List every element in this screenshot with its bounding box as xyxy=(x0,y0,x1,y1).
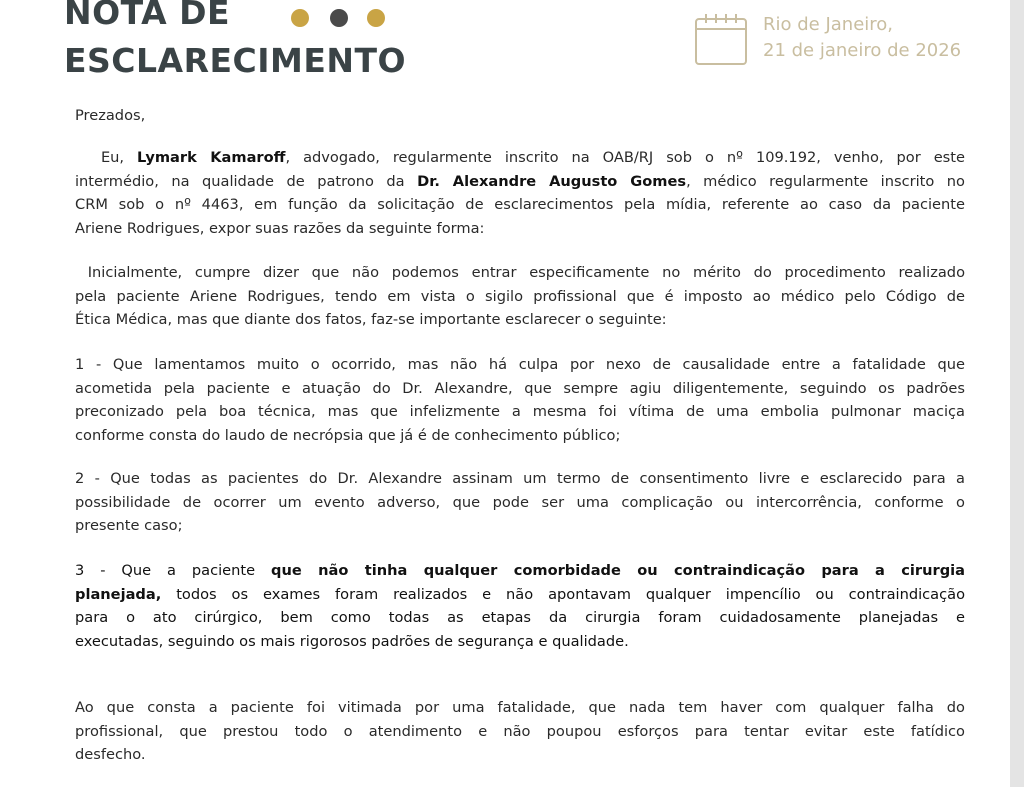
greeting-text: Prezados, xyxy=(75,107,146,124)
paragraph-5-line-1 xyxy=(75,559,965,583)
decorative-dot-dark xyxy=(330,9,348,27)
text-run: todos os exames foram realizados e não apontavam qualquer impencílio ou contraindicação xyxy=(161,585,965,603)
paragraph-1-line-4: Ariene Rodrigues, expor suas razões da seguinte forma: xyxy=(75,219,485,237)
emphasis-text: que não tinha qualquer comorbidade ou contraindicação para a cirurgia xyxy=(271,562,965,579)
paragraph-4-line-1: 2 - Que todas as pacientes do Dr. Alexandre assinam um termo de consentimento livre e esclarecido para a xyxy=(75,470,965,487)
lawyer-name: Lymark Kamaroff xyxy=(137,149,286,166)
paragraph-4-line-2: possibilidade de ocorrer um evento adverso, que pode ser uma complicação ou intercorrência, conforme o xyxy=(75,493,965,511)
paragraph-3-line-3: preconizado pela boa técnica, mas que infelizmente a mesma foi vítima de uma embolia pulmonar maciça xyxy=(75,403,965,420)
text-run: intermédio, na qualidade de patrono da xyxy=(75,172,418,190)
text-run: Inicialmente, cumpre dizer que não podemos entrar especificamente no mérito do procedimento realizado xyxy=(87,264,965,281)
paragraph-3-line-1: 1 - Que lamentamos muito o ocorrido, mas não há culpa por nexo de causalidade entre a fatalidade que xyxy=(75,356,965,373)
paragraph-6 xyxy=(75,696,965,767)
emphasis-text: planejada, xyxy=(75,585,162,603)
paragraph-5-line-2 xyxy=(75,583,965,607)
place-and-date xyxy=(763,12,961,64)
paragraph-4 xyxy=(75,467,965,538)
document-title-line-2: ESCLARECIMENTO xyxy=(64,41,407,80)
text-run: , médico regularmente inscrito no xyxy=(686,172,965,190)
paragraph-5-line-4: executadas, seguindo os mais rigorosos padrões de segurança e qualidade. xyxy=(75,632,629,650)
paragraph-5 xyxy=(75,559,965,653)
paragraph-1-line-1 xyxy=(75,146,965,170)
paragraph-4-line-3: presente caso; xyxy=(75,517,183,534)
paragraph-1 xyxy=(75,146,965,240)
text-run: Eu, xyxy=(100,149,138,166)
paragraph-5-line-3: para o ato cirúrgico, bem como todas as etapas da cirurgia foram cuidadosamente planejadas e xyxy=(75,609,965,626)
paragraph-1-line-3: CRM sob o nº 4463, em função da solicitação de esclarecimentos pela mídia, referente ao caso da paciente xyxy=(75,196,965,213)
place-text: Rio de Janeiro, xyxy=(763,14,894,35)
paragraph-3 xyxy=(75,353,965,447)
paragraph-1-line-2 xyxy=(75,170,965,194)
decorative-dot-gold xyxy=(291,9,309,27)
paragraph-2-line-3: Ética Médica, mas que diante dos fatos, faz-se importante esclarecer o seguinte: xyxy=(75,311,667,328)
greeting xyxy=(75,104,965,128)
paragraph-6-line-3: desfecho. xyxy=(75,746,146,763)
text-run: , advogado, regularmente inscrito na OAB/RJ sob o nº 109.192, venho, por este xyxy=(285,149,965,166)
paragraph-2-line-1 xyxy=(75,261,965,285)
calendar-icon xyxy=(694,12,748,66)
page-edge xyxy=(1010,0,1024,787)
paragraph-3-line-4: conforme consta do laudo de necrópsia que já é de conhecimento público; xyxy=(75,426,621,444)
paragraph-2 xyxy=(75,261,965,332)
paragraph-3-line-2: acometida pela paciente e atuação do Dr. Alexandre, que sempre agiu diligentemente, seguindo os padrões xyxy=(75,379,965,397)
doctor-name: Dr. Alexandre Augusto Gomes xyxy=(417,172,687,190)
paragraph-2-line-2: pela paciente Ariene Rodrigues, tendo em vista o sigilo profissional que é imposto ao médico pelo Código de xyxy=(75,287,965,305)
paragraph-6-line-2: profissional, que prestou todo o atendimento e não poupou esforços para tentar evitar este fatídico xyxy=(75,722,965,740)
document-title-line-1: NOTA DE xyxy=(64,0,231,32)
decorative-dot-gold xyxy=(367,9,385,27)
paragraph-6-line-1: Ao que consta a paciente foi vitimada por uma fatalidade, que nada tem haver com qualquer falha do xyxy=(75,699,965,716)
text-run: 3 - Que a paciente xyxy=(75,562,272,579)
date-text: 21 de janeiro de 2026 xyxy=(763,40,962,61)
